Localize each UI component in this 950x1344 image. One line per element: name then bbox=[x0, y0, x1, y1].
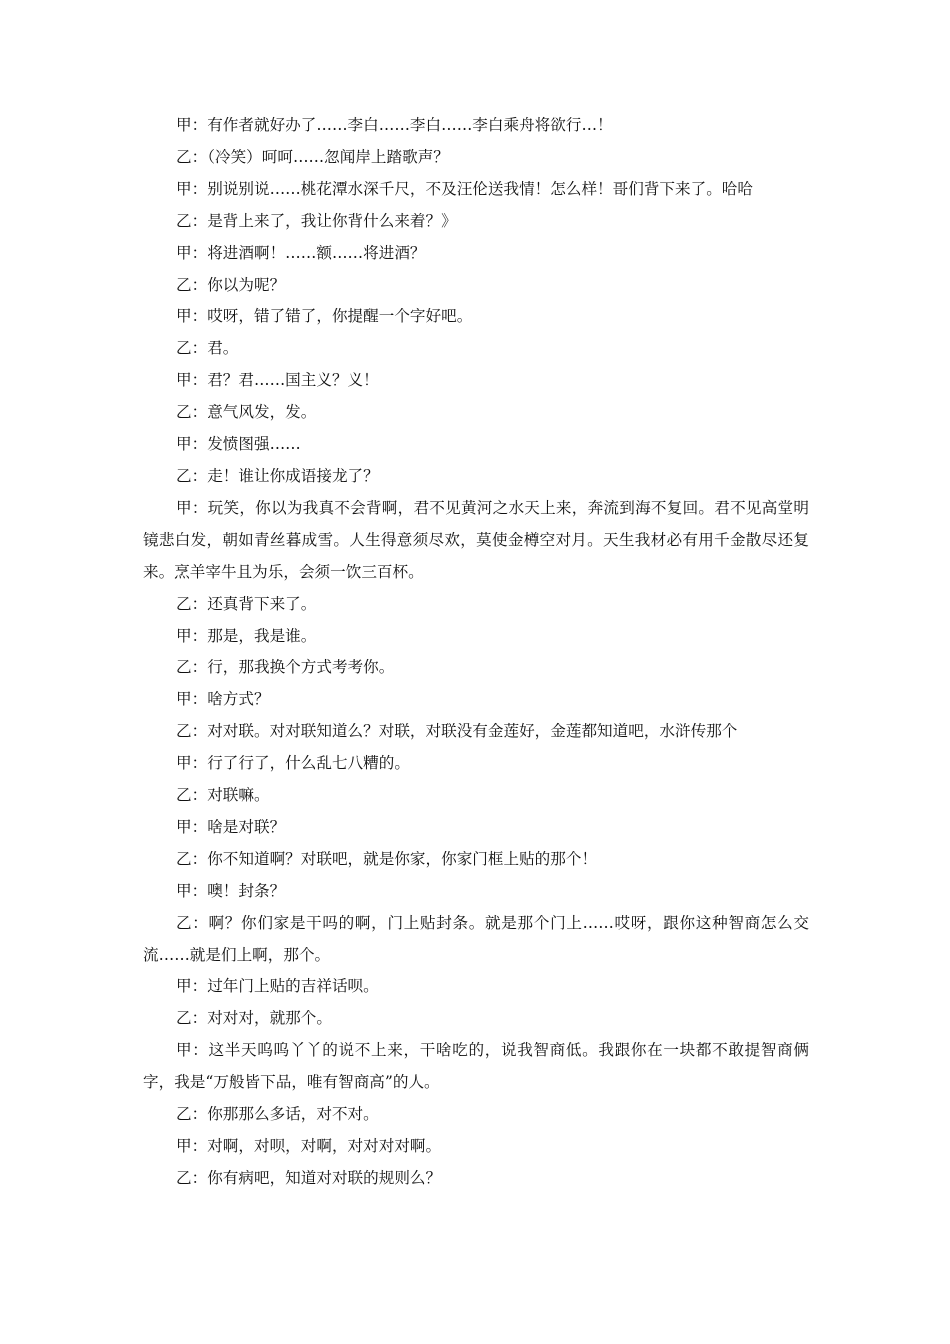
dialogue-line: 乙：对联嘛。 bbox=[176, 786, 270, 805]
dialogue-line: 甲：将进酒啊！……额……将进酒？ bbox=[176, 243, 426, 262]
dialogue-line: 甲：啥是对联？ bbox=[176, 817, 286, 836]
dialogue-line: 甲：噢！封条？ bbox=[176, 881, 286, 900]
dialogue-line: 甲：有作者就好办了……李白……李白……李白乘舟将欲行…！ bbox=[176, 116, 613, 134]
dialogue-line: 甲：这半天呜呜丫丫的说不上来，干啥吃的，说我智商低。我跟你在一块都不敢提智商俩字，我是“万般皆下品，唯有智商高”的人。 bbox=[143, 1041, 809, 1092]
dialogue-line: 乙：意气风发，发。 bbox=[176, 403, 317, 422]
dialogue-line: 乙：啊？你们家是干吗的啊，门上贴封条。就是那个门上……哎呀，跟你这种智商怎么交流……就是们上啊，那个。 bbox=[143, 913, 809, 964]
dialogue-body bbox=[143, 110, 809, 1195]
dialogue-line: 甲：哎呀，错了错了，你提醒一个字好吧。 bbox=[176, 307, 473, 326]
dialogue-line: 甲：发愤图强…… bbox=[176, 435, 301, 454]
dialogue-line: 甲：那是，我是谁。 bbox=[176, 626, 317, 645]
dialogue-line: 乙：行，那我换个方式考考你。 bbox=[176, 658, 395, 677]
dialogue-line: 乙：还真背下来了。 bbox=[176, 594, 317, 613]
dialogue-line: 乙：对对联。对对联知道么？对联，对联没有金莲好，金莲都知道吧，水浒传那个 bbox=[176, 722, 738, 741]
dialogue-line: 甲：过年门上贴的吉祥话呗。 bbox=[176, 977, 379, 996]
dialogue-line: 乙：走！谁让你成语接龙了？ bbox=[176, 466, 379, 485]
dialogue-line: 甲：啥方式？ bbox=[176, 690, 270, 709]
dialogue-line: 甲：别说别说……桃花潭水深千尺，不及汪伦送我情！怎么样！哥们背下来了。哈哈 bbox=[176, 179, 753, 198]
dialogue-line: 乙：对对对，就那个。 bbox=[176, 1009, 332, 1028]
dialogue-line: 乙：君。 bbox=[176, 339, 239, 358]
dialogue-line: 甲：对啊，对呗，对啊，对对对对啊。 bbox=[176, 1137, 442, 1155]
dialogue-line: 甲：玩笑，你以为我真不会背啊，君不见黄河之水天上来，奔流到海不复回。君不见高堂明镜悲白发，朝如青丝暮成雪。人生得意须尽欢，莫使金樽空对月。天生我材必有用千金散尽还复来。烹羊宰牛且为乐，会须一饮三百杯。 bbox=[143, 498, 809, 581]
dialogue-line: 甲：行了行了，什么乱七八糟的。 bbox=[176, 754, 410, 773]
dialogue-line: 乙：你有病吧，知道对对联的规则么？ bbox=[176, 1168, 442, 1187]
dialogue-line: 甲：君？君……国主义？义！ bbox=[176, 371, 379, 390]
dialogue-line: 乙：你以为呢？ bbox=[176, 275, 286, 294]
dialogue-line: 乙：是背上来了，我让你背什么来着？》 bbox=[176, 211, 457, 230]
dialogue-line: 乙：（冷笑）呵呵……忽闻岸上踏歌声？ bbox=[176, 147, 449, 166]
dialogue-line: 乙：你那那么多话，对不对。 bbox=[176, 1105, 379, 1124]
dialogue-line: 乙：你不知道啊？对联吧，就是你家，你家门框上贴的那个！ bbox=[176, 849, 598, 868]
